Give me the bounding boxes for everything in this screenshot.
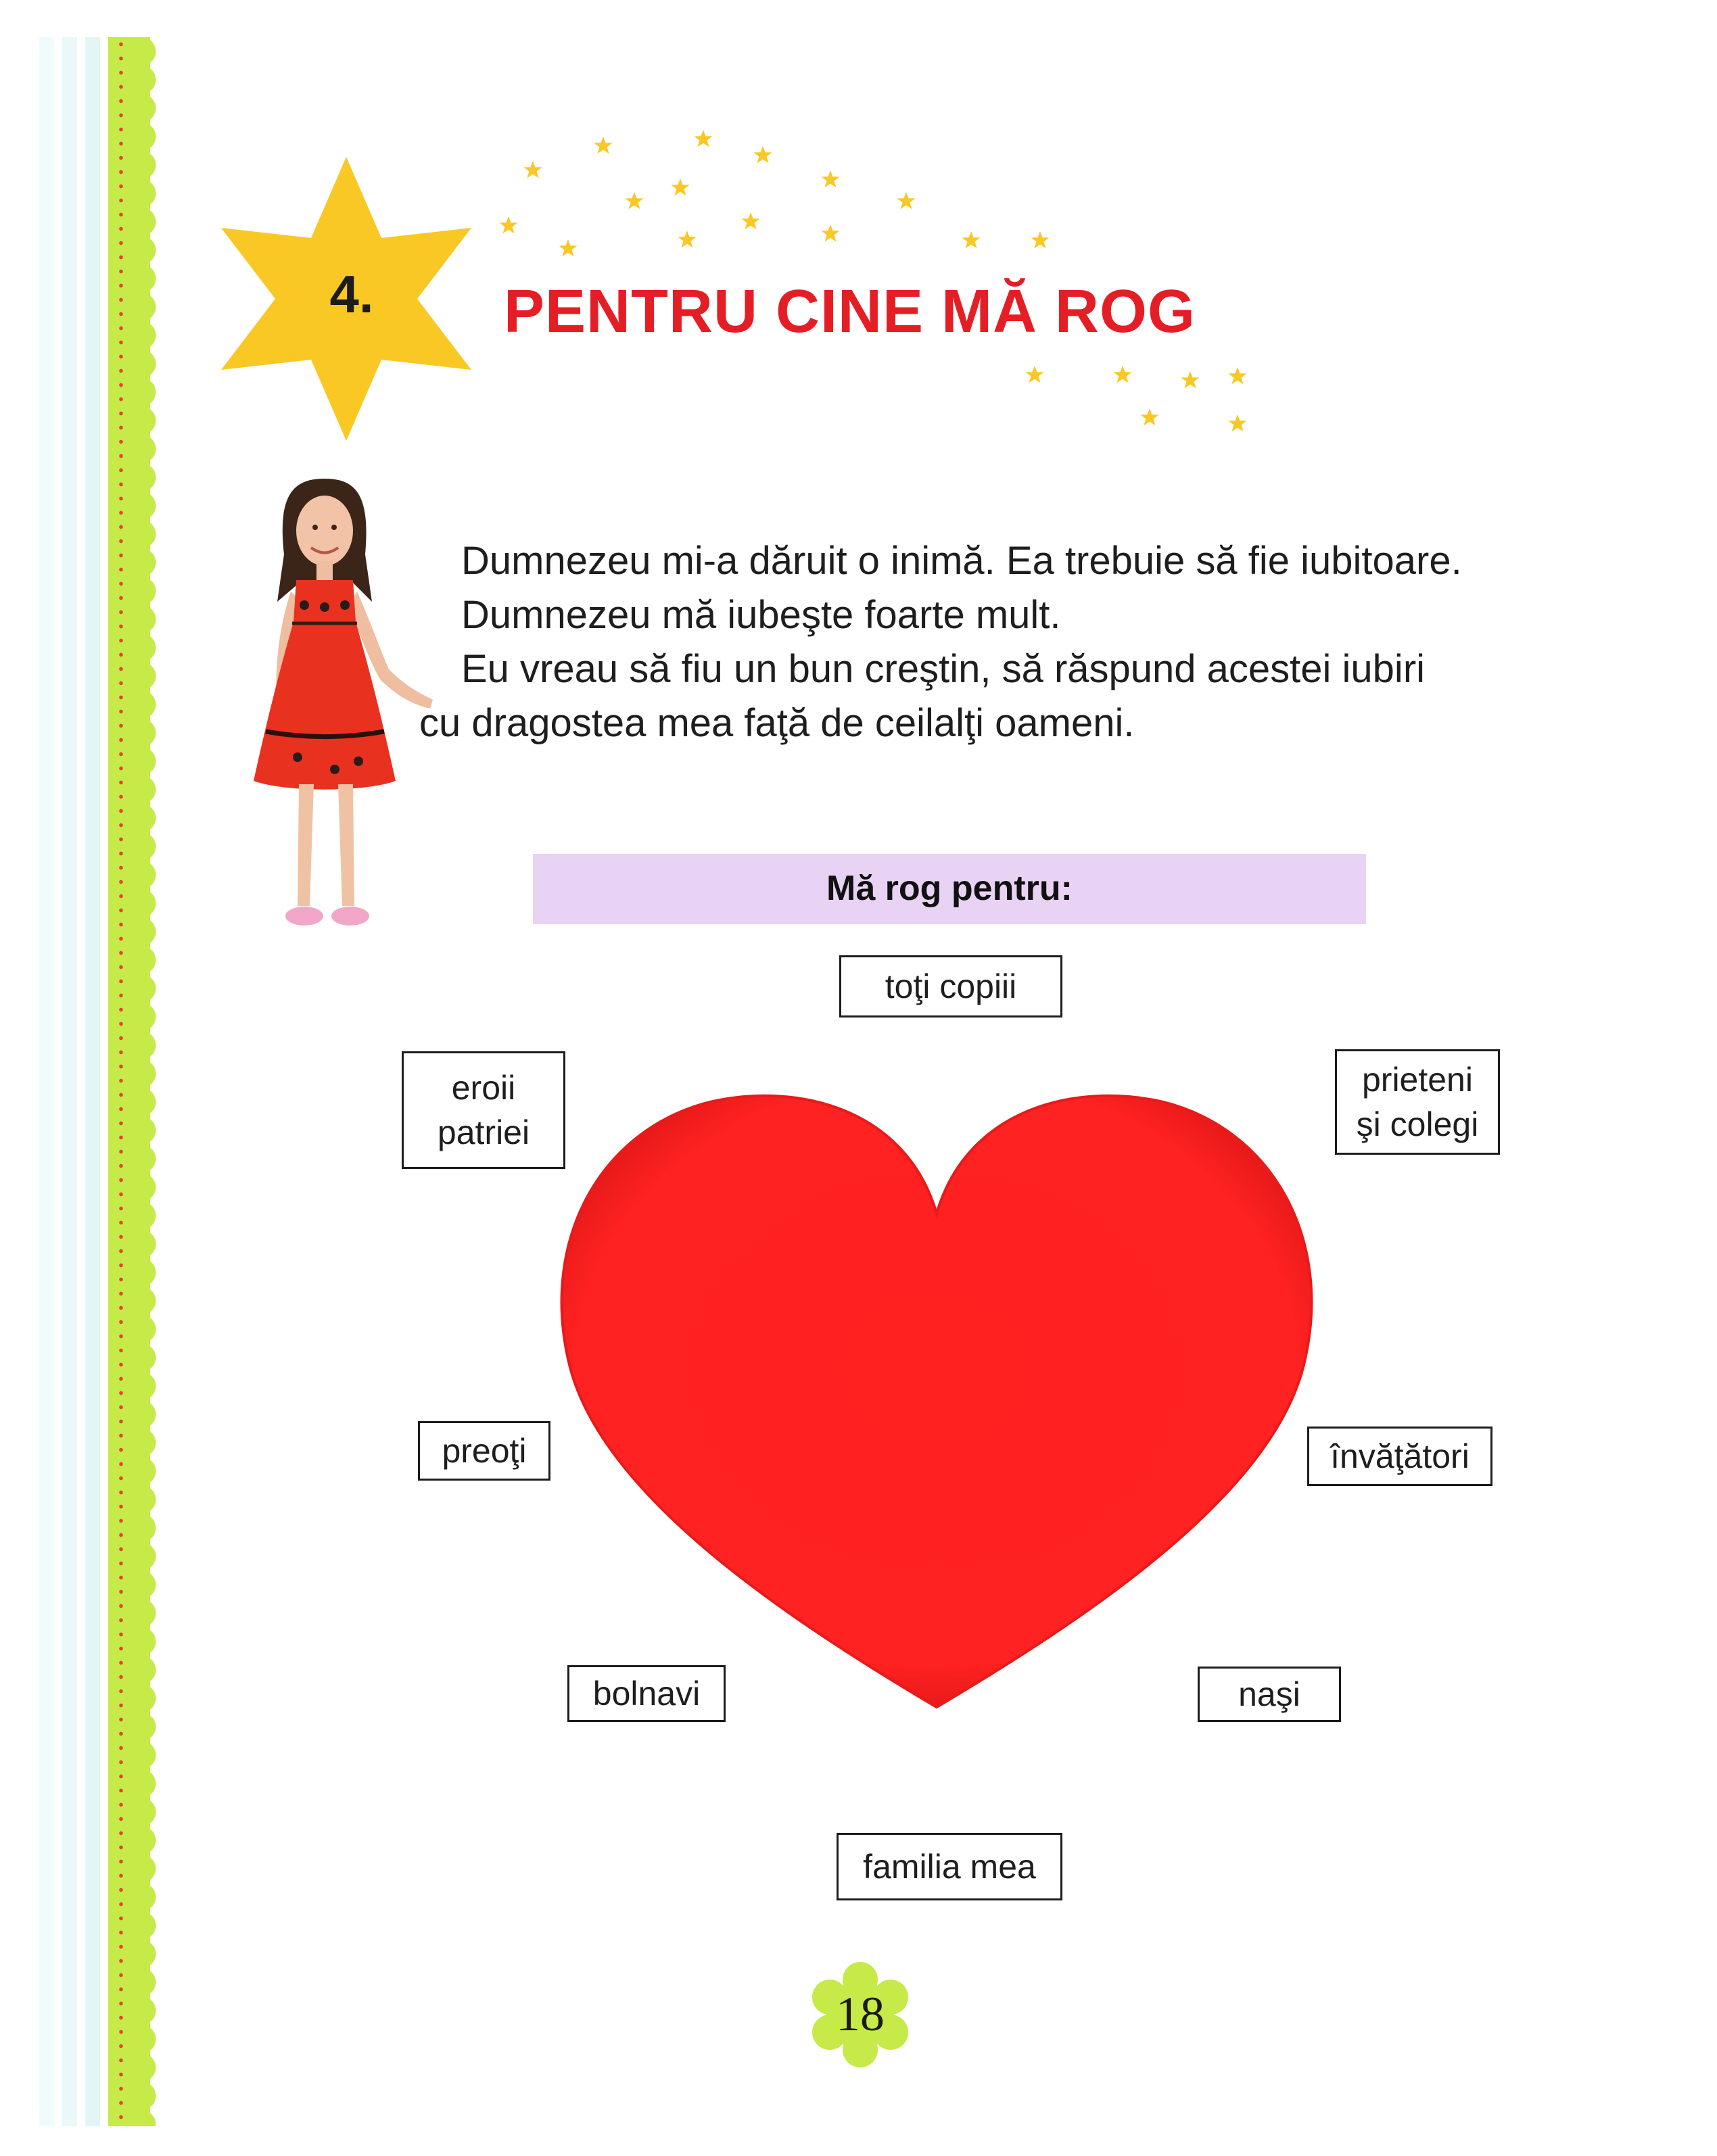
page-title: PENTRU CINE MĂ ROG [504, 278, 1196, 345]
label-text: toţi copiii [885, 967, 1017, 1005]
label-eroii-patriei [402, 1051, 565, 1169]
page-number: 18 [836, 1987, 885, 2041]
label-nasi [1198, 1667, 1341, 1722]
prayer-header-text: Mă rog pentru: [826, 869, 1073, 908]
chapter-number: 4. [329, 264, 374, 324]
sparkle-stars-decoration [473, 101, 1339, 453]
border-scallops [142, 37, 160, 2126]
label-toti-copiii [839, 955, 1062, 1017]
label-preoti [418, 1421, 550, 1481]
label-invatatori [1307, 1427, 1492, 1486]
girl-illustration [203, 466, 433, 953]
label-text: bolnavi [592, 1675, 701, 1712]
heart-icon [555, 1082, 1319, 1710]
intro-line: Eu vreau să fiu un bun creştin, să răspund acestei iubiri [461, 647, 1426, 691]
label-text: prieteni [1361, 1061, 1473, 1099]
label-prieteni-si-colegi [1335, 1049, 1500, 1155]
label-bolnavi [567, 1665, 726, 1722]
intro-line: cu dragostea mea faţă de ceilalţi oameni. [419, 701, 1135, 745]
border-dotted-line [119, 37, 123, 2126]
sparkle-star-icon [499, 130, 1246, 431]
label-text: şi colegi [1356, 1105, 1479, 1143]
label-text: patriei [437, 1113, 530, 1151]
intro-paragraph [419, 534, 1528, 750]
intro-line: Dumnezeu mă iubeşte foarte mult. [461, 593, 1061, 637]
border-stripe [85, 37, 100, 2126]
border-stripe [62, 37, 77, 2126]
label-text: eroii [451, 1069, 516, 1107]
label-text: preoţi [442, 1432, 527, 1470]
label-text: învăţători [1330, 1437, 1469, 1475]
label-text: naşi [1238, 1675, 1300, 1713]
border-stripe [39, 37, 54, 2126]
label-familia-mea [837, 1833, 1062, 1900]
label-text: familia mea [863, 1848, 1036, 1886]
intro-line: Dumnezeu mi-a dăruit o inimă. Ea trebuie să fie iubitoare. [461, 539, 1462, 583]
